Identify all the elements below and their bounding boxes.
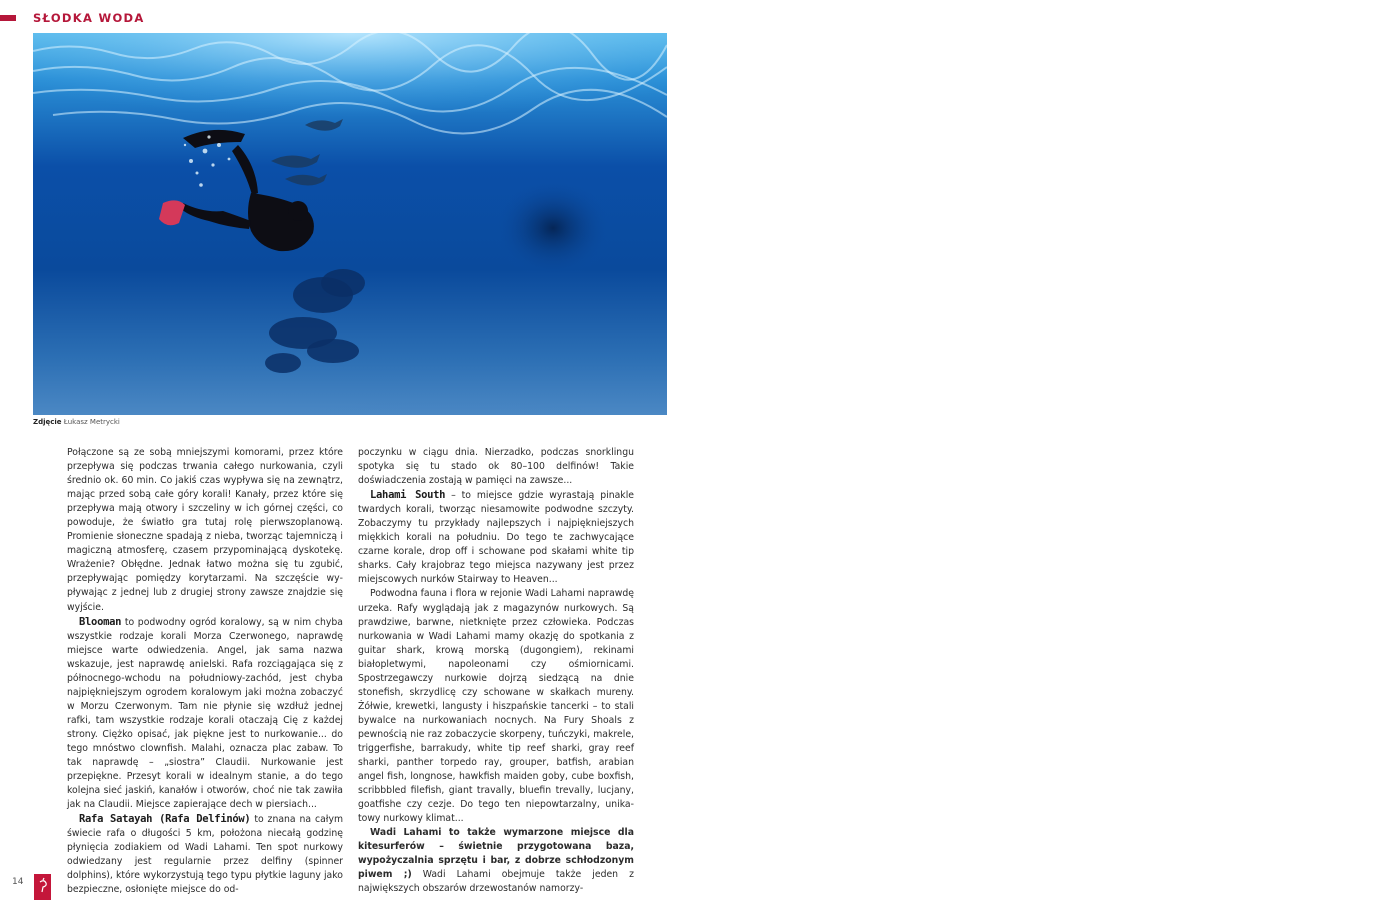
paragraph-kitesurf: Wadi Lahami to także wymarzone miejsce dla kitesurferów – świetnie przygotowana baza, wypożyczalnia sprzętu i bar, z dobrze schłodzonym piwem ;) Wadi Lahami obejmuje także jeden z największych obszarów drzewostanów namorzy-	[358, 827, 634, 895]
paragraph-rafa-satayah: Rafa Satayah (Rafa Delfinów) to znana na całym świecie rafa o długości 5 km, położona niecałą godzinę płynięcia zodiakiem od Wadi Lahami. Ten spot nurkowy odwiedzany jest regularnie przez delfiny (spinner dolphins), które wykorzystują tego typu płytkie laguny jako bezpieczne, osłonięte miejsce do od-	[67, 813, 344, 896]
page-number: 14	[12, 877, 24, 887]
article-column-left	[67, 446, 343, 898]
paragraph: poczynku w ciągu dnia. Nierzadko, podczas snorklingu spotyka się tu stado ok 80–100 delfinów! Takie doświadczenia zostają w pamięci na zawsze...	[358, 447, 634, 487]
spot-name: Lahami South	[370, 489, 446, 502]
section-marker	[0, 15, 16, 21]
paragraph-lahami-south: Lahami South – to miejsce gdzie wyrastają pinakle twardych korali, tworząc niesamowite podwodne szczyty. Zobaczymy tu przykłady najlepszych i najpiękniejszych miękkich korali na południu. Do tego te zachwycające czarne korale, drop off i schowane pod skałami white tip sharks. Cały krajobraz tego miejsca nazywany jest przez miejscowych nurków Stairway to Heaven...	[358, 489, 634, 586]
article-photo	[33, 33, 667, 415]
caption-label: Zdjęcie	[33, 418, 62, 426]
paragraph-blooman: Blooman to podwodny ogród koralowy, są w nim chyba wszystkie rodzaje korali Morza Czerwonego, naprawdę miejsce warte odwiedzenia. Angel, jak sama nazwa wskazuje, jest naprawdę anielski. Rafa rozciągająca się z północnego-wchodu na południowy-zachód, jest chyba najpiękniejszym ogrodem koralowym jaki można zobaczyć w Morzu Czerwonym. Tam nie płynie się wzdłuż jednej rafki, tam wszystkie rodzaje korali otaczają Cię z każdej strony. Ciężko opisać, jak piękne jest to nurkowanie... do tego mnóstwo clownfish. Malahi, oznacza plac zabaw. To tak naprawdę – „siostra” Claudii. Nurkowanie jest przepiękne. Przesyt korali w idealnym stanie, a do tego kolejna sieć jaskiń, kanałów i otworów, choć nie tak zawiła jak na Claudii. Miejsce zapierające dech w piersiach...	[67, 615, 343, 811]
paragraph: Połączone są ze sobą mniejszymi komorami, przez które przepływa się podczas trwania całego nurkowania, czyli średnio ok. 60 min. Co jakiś czas wypływa się na zewnątrz, mając przed sobą całe góry korali! Kanały, przez które się przepływa mają otwory i szczeliny w ich górnej części, co powoduje, że światło gra tutaj rolę pierwszoplanową. Promienie słoneczne spadają z nieba, tworząc tajemniczą i magiczną atmosferę, czasem przypominającą dyskotekę. Wrażenie? Obłędne. Jednak łatwo można się tu zgubić, przepływając pomiędzy korytarzami. Na szczęście wypływając z jednej lub z drugiej strony zawsze znajdzie się wyjście.	[67, 447, 343, 613]
spot-name: Blooman	[79, 615, 122, 628]
section-title: SŁODKA WODA	[33, 11, 145, 25]
paragraph-fauna: Podwodna fauna i flora w rejonie Wadi Lahami naprawdę urzeka. Rafy wyglądają jak z magazynów nurkowych. Są prawdziwe, barwne, nietknięte przez człowieka. Podczas nurkowania w Wadi Lahami mamy okazję do spotkania z guitar shark, krową morską (dugongiem), rekinami białopletwymi, napoleonami czy ośmiornicami. Spostrzegawczy nurkowie dojrzą siedzącą na dnie stonefish, skrzydlicę czy schowane w skałkach mureny. Żółwie, krewetki, langusty i hiszpańskie tancerki – to stali bywalce na nurkowaniach nocnych. Na Fury Shoals z pewnością nie raz zobaczycie skorpeny, tuńczyki, makrele, triggerfishe, barrakudy, white tip reef sharki, gray reef sharki, panther torpedo ray, grouper, batfish, arabian angel fish, longnose, hawkfish maiden goby, cube boxfish, scribbbled filefish, giant travally, bluefin trevally, lucjany, goatfishe czy cezje. Do tego ten niepowtarzalny, unikatowy nurkowy klimat...	[358, 588, 634, 825]
spot-name: Rafa Satayah (Rafa Delfinów)	[79, 813, 251, 826]
bold-lead: Wadi Lahami to także wymarzone miejsce dla kitesurferów – świetnie przygotowana baza, wypożyczalnia sprzętu i bar, z dobrze schłodzonym piwem ;)	[358, 827, 634, 881]
underwater-photo-illustration	[33, 33, 667, 415]
caption-author: Łukasz Metrycki	[63, 418, 120, 426]
photo-caption	[33, 418, 120, 426]
article-column-right	[358, 446, 634, 897]
magazine-logo-icon	[34, 874, 51, 900]
